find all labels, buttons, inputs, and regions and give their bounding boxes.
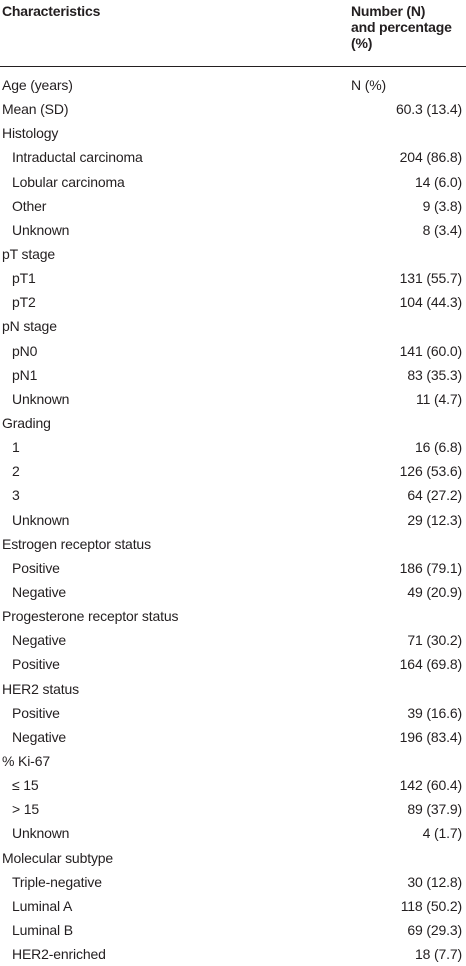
row-value: 186 (79.1) [399,559,462,576]
row-label: Age (years) [2,77,73,93]
table-row [0,194,466,218]
table-row [0,145,466,169]
row-label: HER2 status [2,680,79,697]
row-label: Histology [2,125,59,142]
table-row [0,628,466,652]
row-label: Grading [2,414,51,431]
table-row [0,821,466,845]
table-row [0,314,466,338]
header-number-line2: and percentage [351,19,452,35]
table-row [0,435,466,459]
table-row [0,459,466,483]
row-label: Positive [12,559,60,576]
row-label: Luminal B [12,921,73,938]
row-label: Mean (SD) [2,101,69,118]
table-row [0,773,466,797]
row-value: 39 (16.6) [407,704,462,721]
row-label: Positive [12,704,60,721]
table-row [0,918,466,942]
row-label: Positive [12,656,60,673]
row-value: 11 (4.7) [415,390,462,407]
row-value: N (%) [351,77,387,93]
row-value: 204 (86.8) [399,149,462,166]
header-number-percentage [351,3,466,51]
row-value: 30 (12.8) [407,873,462,890]
row-value: 4 (1.7) [422,825,462,842]
row-label: Negative [12,632,67,649]
row-value: 49 (20.9) [407,583,462,600]
row-value: 118 (50.2) [400,897,462,914]
row-value: 141 (60.0) [399,342,462,359]
table-row [0,846,466,870]
row-label: Unknown [12,511,70,528]
table-row [0,242,466,266]
header-number-line3: (%) [351,35,373,51]
row-value: 89 (37.9) [407,801,462,818]
row-value: 69 (29.3) [407,921,462,938]
row-label: pN0 [12,342,38,359]
table-body [0,73,466,966]
row-label: Luminal A [12,897,73,914]
table-row [0,870,466,894]
table-row [0,556,466,580]
row-value: 18 (7.7) [414,946,462,963]
row-label: pT stage [2,245,56,262]
table-row [0,170,466,194]
table-row [0,701,466,725]
row-value: 164 (69.8) [399,656,462,673]
row-label: Progesterone receptor status [2,608,179,625]
header-characteristics: Characteristics [2,3,101,19]
table-row [0,483,466,507]
row-label: Estrogen receptor status [2,535,151,552]
row-label: Unknown [12,825,70,842]
row-label: Other [12,197,47,214]
table-row [0,290,466,314]
row-label: Intraductal carcinoma [12,149,143,166]
row-label: Unknown [12,390,70,407]
table-row [0,387,466,411]
table-row [0,508,466,532]
row-label: Lobular carcinoma [12,173,125,190]
table-row [0,121,466,145]
table-row [0,749,466,773]
table-row [0,266,466,290]
row-label: Triple-negative [12,873,102,890]
row-value: 104 (44.3) [399,294,462,311]
table-row [0,604,466,628]
table-row [0,797,466,821]
row-value: 16 (6.8) [414,439,462,456]
row-value: 8 (3.4) [422,221,462,238]
row-label: % Ki-67 [2,752,50,769]
row-label: pT1 [12,270,36,287]
row-label: pN1 [12,366,38,383]
table-row [0,894,466,918]
table-row [0,580,466,604]
row-value: 131 (55.7) [399,270,462,287]
table-row [0,725,466,749]
table-row [0,97,466,121]
row-value: 196 (83.4) [399,728,462,745]
row-label: pT2 [12,294,36,311]
row-label: Unknown [12,221,70,238]
row-label: 1 [12,439,20,456]
row-value: 60.3 (13.4) [395,101,462,118]
table-row [0,339,466,363]
row-value: 83 (35.3) [407,366,462,383]
row-value: 14 (6.0) [414,173,462,190]
row-label: ≤ 15 [12,777,39,794]
row-label: Molecular subtype [2,849,114,866]
table-row [0,218,466,242]
table-row [0,363,466,387]
row-label: HER2-enriched [12,946,106,963]
table-row [0,942,466,966]
row-value: 71 (30.2) [407,632,462,649]
row-value: 29 (12.3) [407,511,462,528]
row-value: 9 (3.8) [422,197,462,214]
row-label: Negative [12,583,67,600]
row-label: > 15 [12,801,40,818]
row-value: 142 (60.4) [399,777,462,794]
row-value: 64 (27.2) [407,487,462,504]
row-label: pN stage [2,318,57,335]
table-row [0,532,466,556]
row-value: 126 (53.6) [399,463,462,480]
table-row [0,73,466,97]
table-row [0,677,466,701]
row-label: 2 [12,463,20,480]
table-row [0,652,466,676]
row-label: Negative [12,728,67,745]
table-header [0,0,466,67]
header-number-line1: Number (N) [351,3,426,19]
row-label: 3 [12,487,20,504]
table-row [0,411,466,435]
